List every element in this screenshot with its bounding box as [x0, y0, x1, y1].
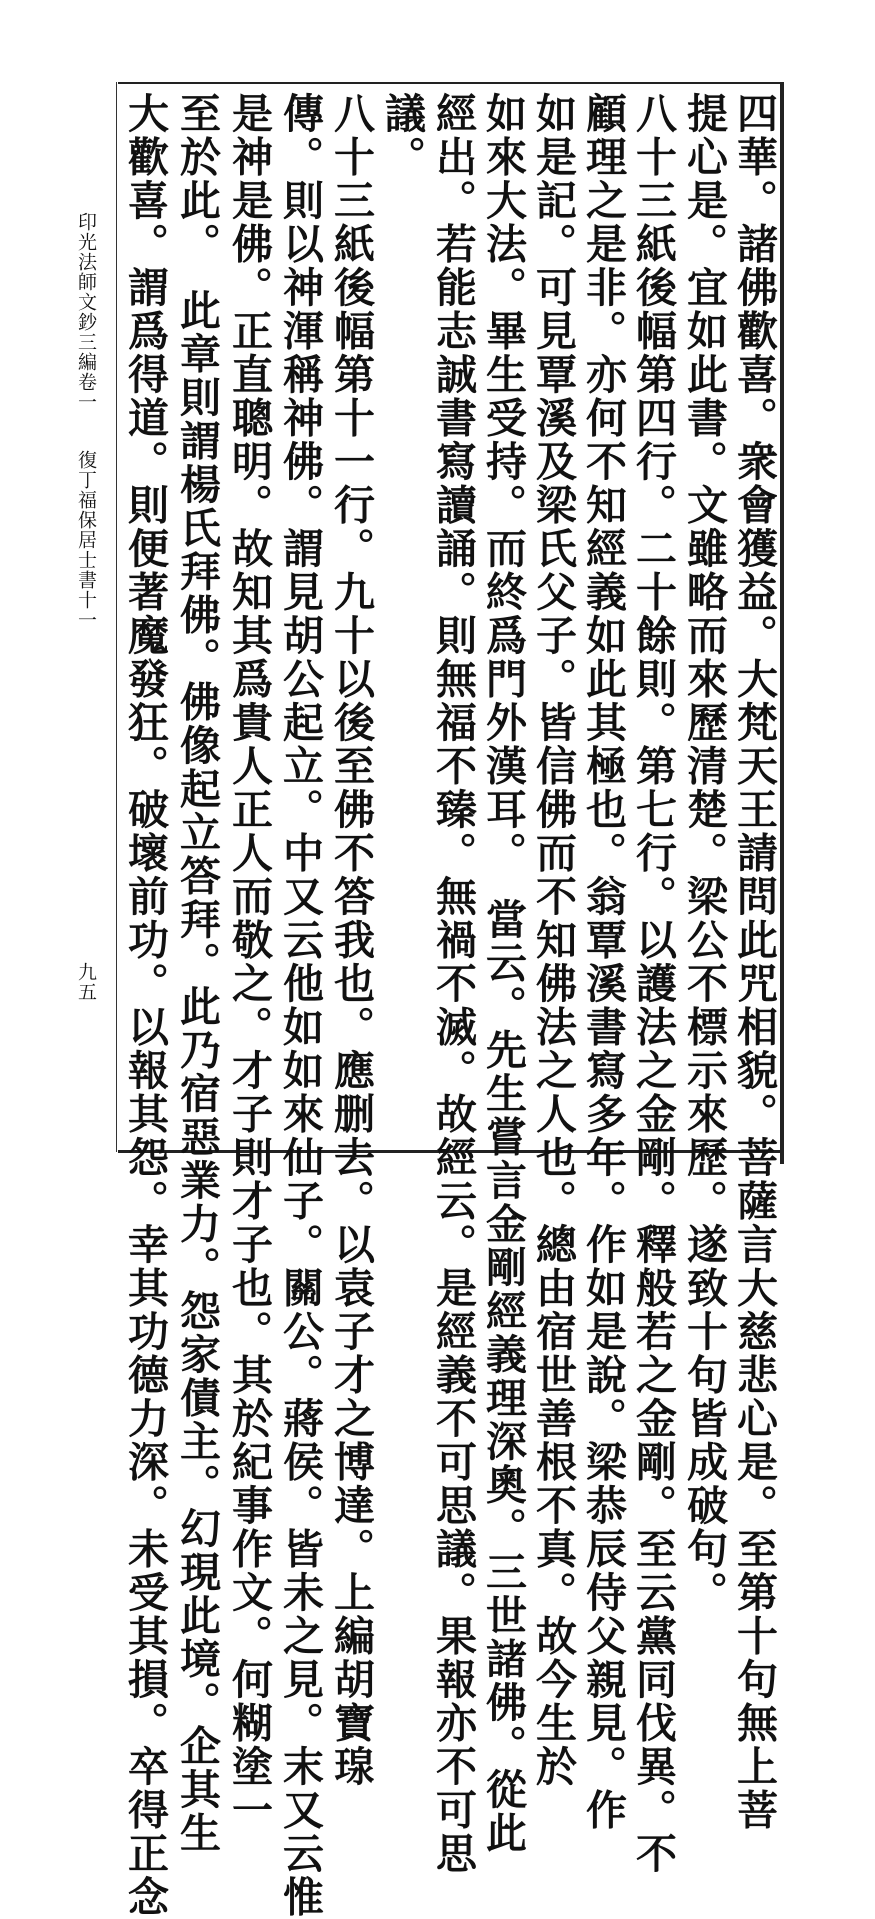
text-column-4: 顧理之是非。亦何不知經義如此其極也。翁覃溪書寫多年。作如是說。梁恭辰侍父親見。作 [579, 92, 627, 1832]
text-column-8: 議。 [378, 92, 426, 179]
page-frame-left-border [116, 82, 117, 1152]
text-column-12: 至於此。 此章則謂楊氏拜佛。佛像起立答拜。此乃宿惡業力。怨家債主。幻現此境。企其生 [173, 92, 221, 1855]
text-column-6: 如來大法。畢生受持。而終爲門外漢耳。 當云。先生嘗言金剛經義理深奧。三世諸佛。從此 [479, 92, 527, 1855]
text-column-11: 是神是佛。正直聰明。故知其爲貴人正人而敬之。才子則才子也。其於紀事作文。何糊塗一 [225, 92, 273, 1832]
text-column-7: 經出。若能志誠書寫讀誦。則無福不臻。無禍不滅。故經云。是經義不可思議。果報亦不可思 [429, 92, 477, 1876]
page-frame-right-border [780, 82, 784, 1164]
text-column-3: 八十三紙後幅第四行。二十餘則。第七行。以護法之金剛。釋般若之金剛。至云黨同伐異。不 [629, 92, 677, 1876]
text-column-2: 提心是。宜如此書。文雖略而來歷清楚。梁公不標示來歷。遂致十句皆成破句。 [680, 92, 728, 1615]
text-column-13: 大歡喜。謂爲得道。則便著魔發狂。破壞前功。以報其怨。幸其功德力深。未受其損。卒得正念 [121, 92, 169, 1919]
text-column-1: 四華。諸佛歡喜。衆會獲益。大梵天王請問此咒相貌。菩薩言大慈悲心是。至第十句無上菩 [730, 92, 778, 1832]
text-column-9: 八十三紙後幅第十一行。九十以後至佛不答我也。應删去。以袁子才之博達。上編胡寶瑔 [327, 92, 375, 1789]
page-frame-top-border [118, 82, 782, 84]
page-number: 九五 [75, 962, 97, 1002]
running-head-book-title: 印光法師文鈔三編卷一 [75, 212, 97, 412]
text-column-10: 傳。則以神渾稱神佛。謂見胡公起立。中又云他如如來仙子。關公。蔣侯。皆未之見。末又云惟 [276, 92, 324, 1919]
text-column-5: 如是記。可見覃溪及梁氏父子。皆信佛而不知佛法之人也。總由宿世善根不真。故今生於 [529, 92, 577, 1789]
running-head-section-title: 復丁福保居士書十一 [75, 450, 97, 630]
